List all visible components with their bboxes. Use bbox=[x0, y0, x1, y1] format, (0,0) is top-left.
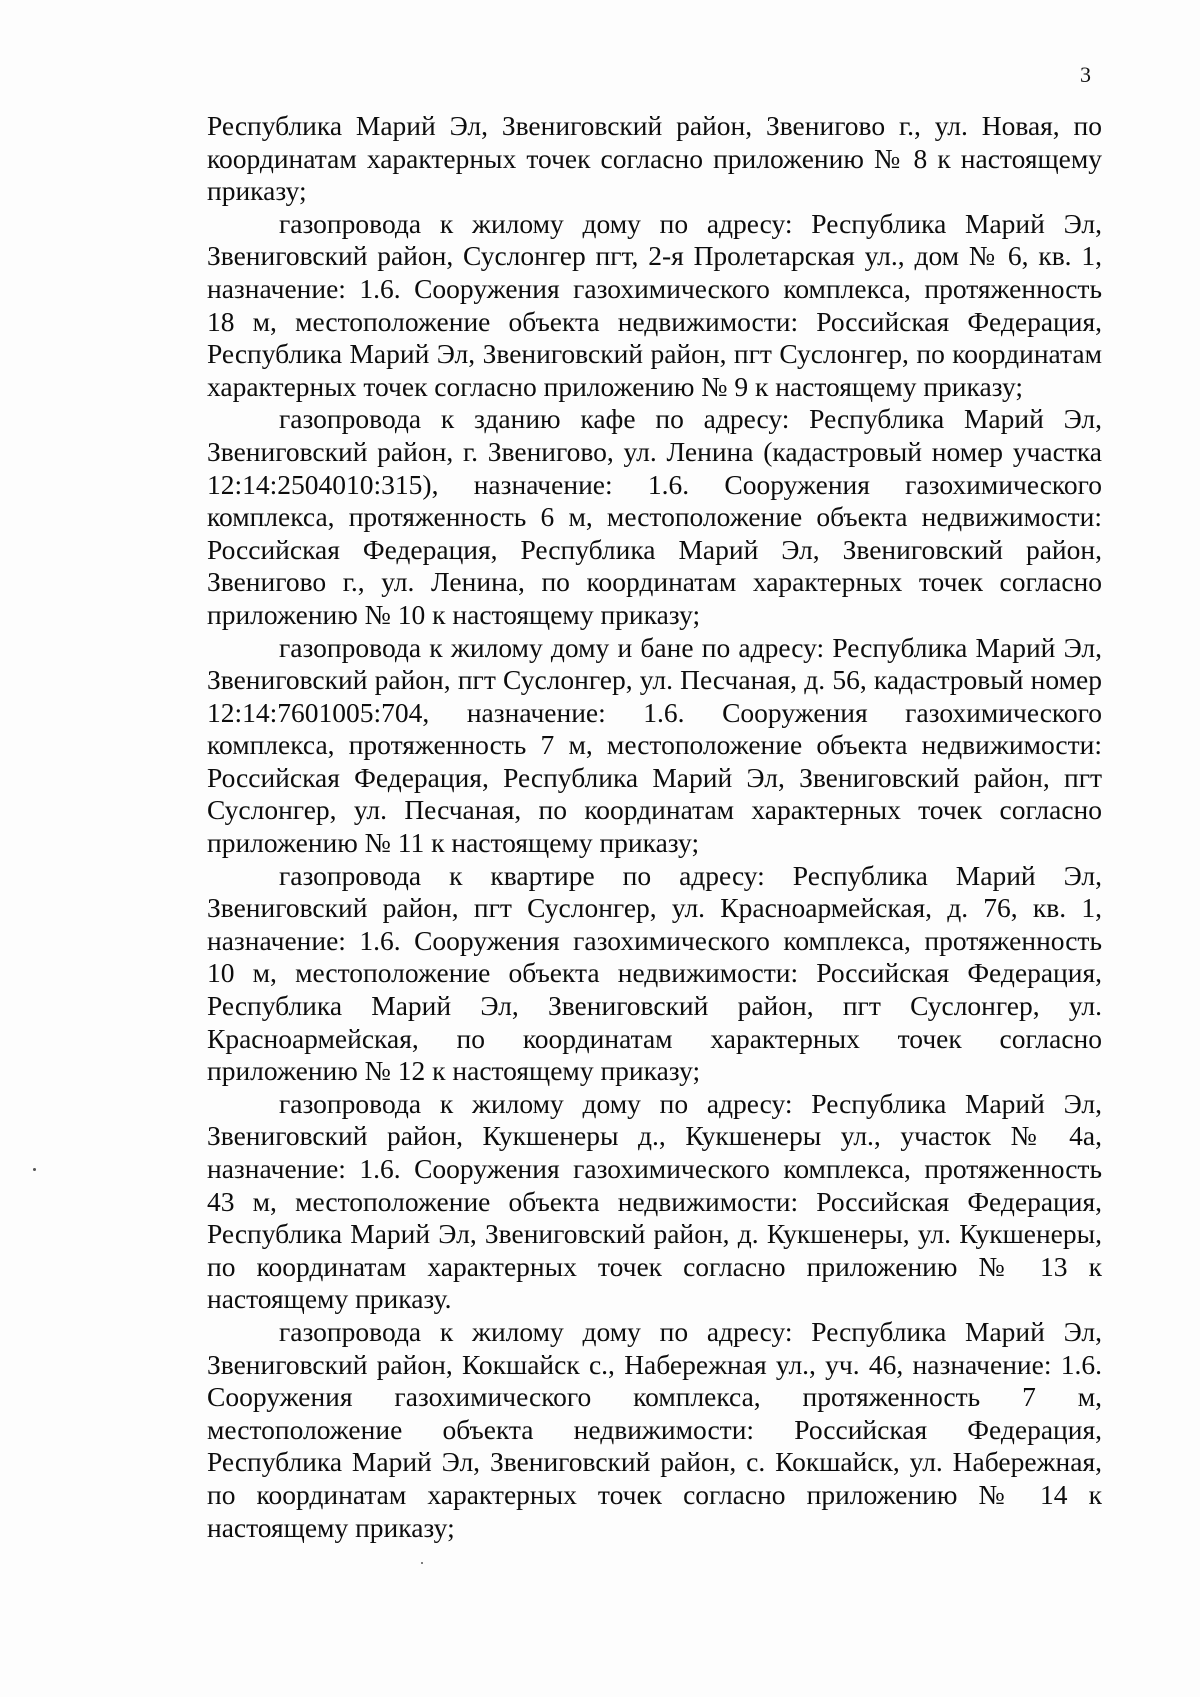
paragraph-continuation: Республика Марий Эл, Звениговский район, Звенигово г., ул. Новая, по координатам характерных точек согласно приложению № 8 к настоящему приказу; bbox=[207, 110, 1102, 207]
paragraph-item: газопровода к жилому дому по адресу: Республика Марий Эл, Звениговский район, Суслонгер пгт, 2-я Пролетарская ул., дом № 6, кв. 1, назначение: 1.6. Сооружения газохимического комплекса, протяженность 18 м, местоположение объекта недвижимости: Российская Федерация, Республика Марий Эл, Звениговский район, пгт Суслонгер, по координатам характерных точек согласно приложению № 9 к настоящему приказу; bbox=[207, 207, 1102, 402]
paragraph-item: газопровода к жилому дому по адресу: Республика Марий Эл, Звениговский район, Кокшайск с., Набережная ул., уч. 46, назначение: 1.6. Сооружения газохимического комплекса, протяженность 7 м, местоположение объекта недвижимости: Российская Федерация, Республика Марий Эл, Звениговский район, с. Кокшайск, ул. Набережная, по координатам характерных точек согласно приложению № 14 к настоящему приказу; bbox=[207, 1315, 1102, 1543]
paragraph-item: газопровода к жилому дому по адресу: Республика Марий Эл, Звениговский район, Кукшенеры д., Кукшенеры ул., участок № 4а, назначение: 1.6. Сооружения газохимического комплекса, протяженность 43 м, местоположение объекта недвижимости: Российская Федерация, Республика Марий Эл, Звениговский район, д. Кукшенеры, ул. Кукшенеры, по координатам характерных точек согласно приложению № 13 к настоящему приказу. bbox=[207, 1087, 1102, 1315]
document-body bbox=[207, 110, 1102, 1544]
scan-speck bbox=[33, 1168, 36, 1171]
page-number: 3 bbox=[1080, 62, 1091, 87]
paragraph-item: газопровода к квартире по адресу: Республика Марий Эл, Звениговский район, пгт Суслонгер, ул. Красноармейская, д. 76, кв. 1, назначение: 1.6. Сооружения газохимического комплекса, протяженность 10 м, местоположение объекта недвижимости: Российская Федерация, Республика Марий Эл, Звениговский район, пгт Суслонгер, ул. Красноармейская, по координатам характерных точек согласно приложению № 12 к настоящему приказу; bbox=[207, 859, 1102, 1087]
paragraph-item: газопровода к жилому дому и бане по адресу: Республика Марий Эл, Звениговский район, пгт Суслонгер, ул. Песчаная, д. 56, кадастровый номер 12:14:7601005:704, назначение: 1.6. Сооружения газохимического комплекса, протяженность 7 м, местоположение объекта недвижимости: Российская Федерация, Республика Марий Эл, Звениговский район, пгт Суслонгер, ул. Песчаная, по координатам характерных точек согласно приложению № 11 к настоящему приказу; bbox=[207, 631, 1102, 859]
paragraph-item: газопровода к зданию кафе по адресу: Республика Марий Эл, Звениговский район, г. Звенигово, ул. Ленина (кадастровый номер участка 12:14:2504010:315), назначение: 1.6. Сооружения газохимического комплекса, протяженность 6 м, местоположение объекта недвижимости: Российская Федерация, Республика Марий Эл, Звениговский район, Звенигово г., ул. Ленина, по координатам характерных точек согласно приложению № 10 к настоящему приказу; bbox=[207, 403, 1102, 630]
scan-speck bbox=[421, 1562, 423, 1564]
